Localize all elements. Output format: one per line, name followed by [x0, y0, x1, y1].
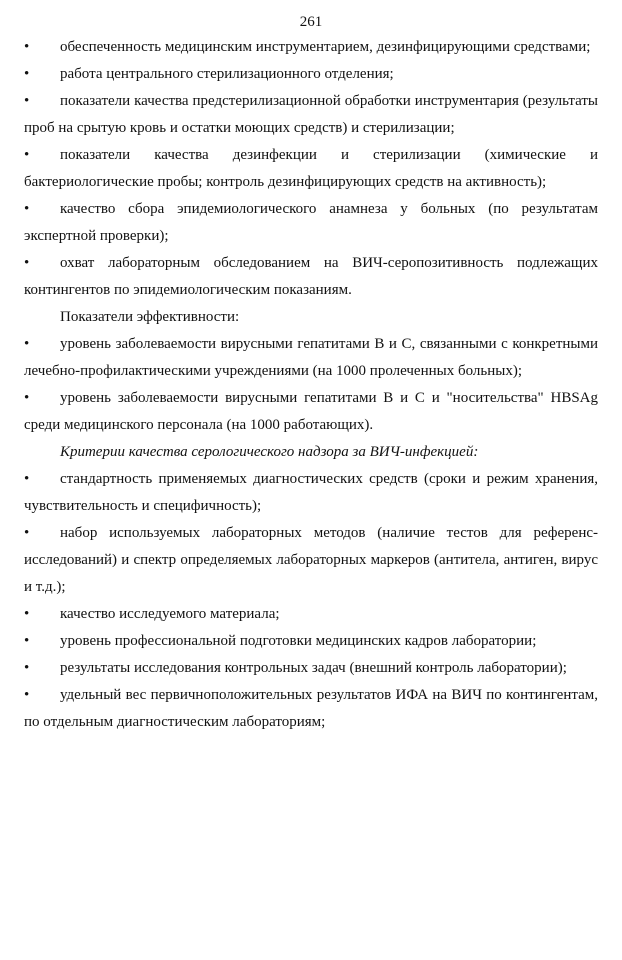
- bullet-marker: •: [24, 255, 30, 271]
- bullet-text: охват лабораторным обследованием на ВИЧ-серопозитивность подлежащих контингентов по эпидемиологическим показаниям.: [24, 255, 598, 298]
- bullet-item: [24, 61, 598, 88]
- bullet-marker: •: [24, 66, 30, 82]
- page-content: [24, 34, 598, 736]
- bullet-text: качество исследуемого материала;: [60, 606, 280, 622]
- bullet-item: [24, 34, 598, 61]
- bullet-marker: •: [24, 147, 30, 163]
- bullet-text: уровень профессиональной подготовки медицинских кадров лаборатории;: [60, 633, 537, 649]
- bullet-text: обеспеченность медицинским инструментарием, дезинфицирующими средствами;: [60, 39, 591, 55]
- bullet-marker: •: [24, 93, 30, 109]
- bullet-item: [24, 196, 598, 250]
- bullet-marker: •: [24, 390, 30, 406]
- bullet-item: [24, 142, 598, 196]
- bullet-marker: •: [24, 471, 30, 487]
- bullet-marker: •: [24, 633, 30, 649]
- bullet-text: показатели качества предстерилизационной обработки инструментария (результаты проб на срытую кровь и остатки моющих средств) и стерилизации;: [24, 93, 598, 136]
- bullet-text: набор используемых лабораторных методов (наличие тестов для референс-исследований) и спектр определяемых лабораторных маркеров (антитела, антиген, вирус и т.д.);: [24, 525, 598, 595]
- bullet-text: стандартность применяемых диагностических средств (сроки и режим хранения, чувствительность и специфичность);: [24, 471, 598, 514]
- bullet-marker: •: [24, 201, 30, 217]
- bullet-item: [24, 88, 598, 142]
- bullet-marker: •: [24, 39, 30, 55]
- bullet-text: качество сбора эпидемиологического анамнеза у больных (по результатам экспертной проверки);: [24, 201, 598, 244]
- bullet-marker: •: [24, 525, 30, 541]
- bullet-text: показатели качества дезинфекции и стерилизации (химические и бактериологические пробы; контроль дезинфицирующих средств на активность);: [24, 147, 598, 190]
- bullet-item: [24, 601, 598, 628]
- bullet-item: [24, 520, 598, 601]
- bullet-marker: •: [24, 606, 30, 622]
- section-heading: Критерии качества серологического надзора за ВИЧ-инфекцией:: [60, 444, 479, 460]
- paragraph: Показатели эффективности:: [60, 309, 240, 325]
- bullet-text: уровень заболеваемости вирусными гепатитами В и С, связанными с конкретными лечебно-профилактическими учреждениями (на 1000 пролеченных больных);: [24, 336, 598, 379]
- bullet-item: [24, 628, 598, 655]
- bullet-marker: •: [24, 687, 30, 703]
- bullet-text: уровень заболеваемости вирусными гепатитами В и С и "носительства" HBSAg среди медицинского персонала (на 1000 работающих).: [24, 390, 598, 433]
- bullet-item: [24, 682, 598, 736]
- bullet-text: результаты исследования контрольных задач (внешний контроль лаборатории);: [60, 660, 567, 676]
- bullet-text: работа центрального стерилизационного отделения;: [60, 66, 394, 82]
- bullet-marker: •: [24, 660, 30, 676]
- page-number: 261: [299, 14, 323, 30]
- bullet-text: удельный вес первичноположительных результатов ИФА на ВИЧ по контингентам, по отдельным диагностическим лабораториям;: [24, 687, 598, 730]
- bullet-item: [24, 385, 598, 439]
- bullet-item: [24, 655, 598, 682]
- bullet-item: [24, 331, 598, 385]
- bullet-item: [24, 250, 598, 304]
- bullet-item: [24, 466, 598, 520]
- bullet-marker: •: [24, 336, 30, 352]
